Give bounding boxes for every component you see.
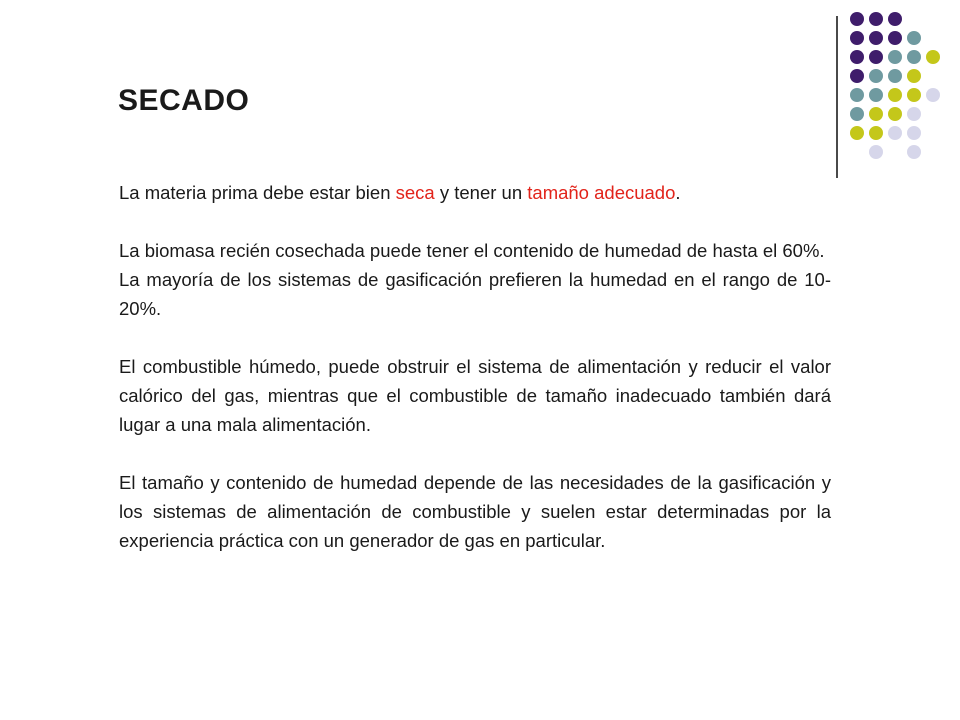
dot-purple — [869, 12, 883, 26]
dot-teal — [850, 107, 864, 121]
dot-lavender — [869, 145, 883, 159]
dot-lavender — [907, 107, 921, 121]
dot-teal — [907, 50, 921, 64]
dot-purple — [888, 12, 902, 26]
dot-olive — [888, 88, 902, 102]
dot-olive — [888, 107, 902, 121]
paragraph-requirements-text-3: . — [675, 182, 681, 203]
dot-lavender — [888, 126, 902, 140]
dot-olive — [907, 69, 921, 83]
dot-purple — [869, 31, 883, 45]
slide-title: SECADO — [118, 84, 250, 117]
dot-lavender — [907, 145, 921, 159]
dot-teal — [869, 88, 883, 102]
dot-olive — [869, 126, 883, 140]
dot-olive — [869, 107, 883, 121]
highlight-seca: seca — [395, 182, 435, 203]
dot-olive — [850, 126, 864, 140]
dot-purple — [850, 69, 864, 83]
dot-purple — [869, 50, 883, 64]
decorative-dot-pattern — [850, 12, 950, 162]
slide-body — [119, 178, 831, 555]
paragraph-size-moisture: El tamaño y contenido de humedad depende de las necesidades de la gasificación y los sistemas de alimentación de combustible y suelen estar determinadas por la experiencia práctica con un generador de gas en particular. — [119, 472, 831, 551]
paragraph-preferred-moisture: La mayoría de los sistemas de gasificación prefieren la humedad en el rango de 10-20%. — [119, 269, 831, 319]
dot-teal — [888, 50, 902, 64]
dot-lavender — [907, 126, 921, 140]
dot-olive — [926, 50, 940, 64]
dot-purple — [888, 31, 902, 45]
paragraph-harvested-moisture: La biomasa recién cosechada puede tener el contenido de humedad de hasta el 60%. — [119, 240, 825, 261]
vertical-divider — [836, 16, 838, 178]
dot-purple — [850, 31, 864, 45]
dot-purple — [850, 50, 864, 64]
paragraph-requirements-text-2: y tener un — [434, 182, 528, 203]
dot-olive — [907, 88, 921, 102]
dot-teal — [888, 69, 902, 83]
dot-teal — [850, 88, 864, 102]
dot-purple — [850, 12, 864, 26]
dot-lavender — [926, 88, 940, 102]
paragraph-wet-fuel: El combustible húmedo, puede obstruir el sistema de alimentación y reducir el valor calórico del gas, mientras que el combustible de tamaño inadecuado también dará lugar a una mala alimentación. — [119, 356, 831, 435]
paragraph-requirements — [119, 178, 831, 207]
dot-teal — [869, 69, 883, 83]
dot-teal — [907, 31, 921, 45]
paragraph-requirements-text-1: La materia prima debe estar bien — [119, 182, 396, 203]
highlight-tamano-adecuado: tamaño adecuado — [527, 182, 676, 203]
